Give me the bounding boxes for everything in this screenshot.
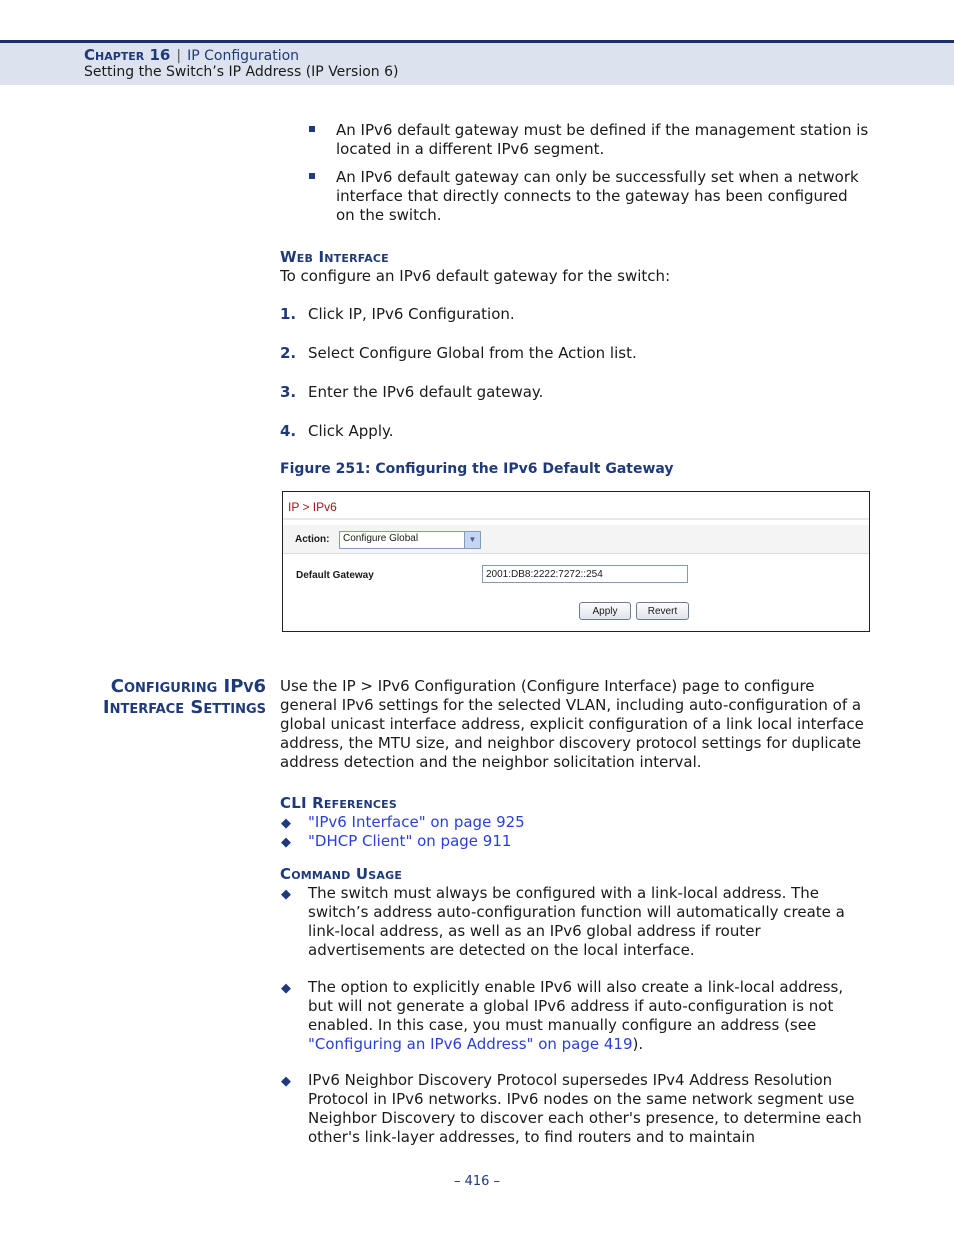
section-heading-line1: Configuring IPv6 bbox=[110, 676, 266, 697]
step-text: Enter the IPv6 default gateway. bbox=[308, 383, 544, 401]
page-number: – 416 – bbox=[453, 1174, 501, 1189]
chevron-down-icon[interactable]: ▼ bbox=[464, 532, 480, 548]
usage-item bbox=[308, 978, 872, 1054]
step-text: Click IP, IPv6 Configuration. bbox=[308, 305, 515, 323]
cli-references-heading: CLI References bbox=[280, 794, 397, 812]
cli-reference-link[interactable]: "DHCP Client" on page 911 bbox=[308, 832, 512, 850]
step-text: Click Apply. bbox=[308, 422, 394, 440]
default-gateway-input[interactable]: 2001:DB8:2222:7272::254 bbox=[482, 565, 688, 583]
action-select-value: Configure Global bbox=[343, 533, 419, 544]
diamond-bullet-icon: ◆ bbox=[281, 816, 291, 831]
header-chapter-line bbox=[84, 46, 299, 64]
figure-page-title: IP > IPv6 bbox=[288, 500, 337, 514]
header-section-title: Setting the Switch’s IP Address (IP Version 6) bbox=[84, 64, 399, 80]
usage-item: The switch must always be configured with a link-local address. The switch’s address auto-configuration function will automatically create a link-local address, as well as an IPv6 global address if router advertisements are detected on the local interface. bbox=[308, 884, 845, 959]
configuring-ipv6-address-link[interactable]: "Configuring an IPv6 Address" on page 419 bbox=[308, 1035, 633, 1053]
action-select[interactable] bbox=[339, 531, 481, 549]
chapter-label: Chapter 16 bbox=[84, 46, 171, 64]
figure-caption: Figure 251: Configuring the IPv6 Default Gateway bbox=[280, 461, 674, 477]
step-number: 2. bbox=[280, 344, 297, 362]
square-bullet-icon bbox=[309, 126, 315, 132]
step-number: 1. bbox=[280, 305, 297, 323]
command-usage-heading: Command Usage bbox=[280, 865, 403, 883]
apply-button[interactable]: Apply bbox=[579, 602, 631, 620]
diamond-bullet-icon: ◆ bbox=[281, 835, 291, 850]
bullet-item: An IPv6 default gateway can only be successfully set when a network interface that directly connects to the gateway has been configured on the switch. bbox=[336, 168, 859, 224]
usage-item-text-end: ). bbox=[632, 1035, 644, 1053]
figure-title-rule bbox=[283, 518, 869, 520]
square-bullet-icon bbox=[309, 173, 315, 179]
diamond-bullet-icon: ◆ bbox=[281, 1074, 291, 1089]
usage-item: IPv6 Neighbor Discovery Protocol supersedes IPv4 Address Resolution Protocol in IPv6 networks. IPv6 nodes on the same network segment use Neighbor Discovery to discover each other's presence, to determine each other's link-layer addresses, to find routers and to maintain bbox=[308, 1071, 862, 1146]
web-interface-heading: Web Interface bbox=[280, 248, 389, 266]
step-number: 3. bbox=[280, 383, 297, 401]
diamond-bullet-icon: ◆ bbox=[281, 981, 291, 996]
header-separator: | bbox=[176, 48, 182, 64]
bullet-item: An IPv6 default gateway must be defined if the management station is located in a different IPv6 segment. bbox=[336, 121, 869, 158]
default-gateway-label: Default Gateway bbox=[296, 570, 374, 581]
section-body: Use the IP > IPv6 Configuration (Configure Interface) page to configure general IPv6 settings for the selected VLAN, including auto-configuration of a global unicast interface address, explicit configuration of a link local interface address, the MTU size, and neighbor discovery protocol settings for duplicate address detection and the neighbor solicitation interval. bbox=[280, 677, 864, 771]
chapter-title: IP Configuration bbox=[187, 48, 300, 64]
usage-item-text: The option to explicitly enable IPv6 will also create a link-local address, but will not generate a global IPv6 address if auto-configuration is not enabled. In this case, you must manually configure an address (see bbox=[308, 978, 844, 1034]
cli-reference-link[interactable]: "IPv6 Interface" on page 925 bbox=[308, 813, 525, 831]
web-interface-intro: To configure an IPv6 default gateway for the switch: bbox=[280, 267, 671, 285]
step-text: Select Configure Global from the Action list. bbox=[308, 344, 637, 362]
step-number: 4. bbox=[280, 422, 297, 440]
figure-screenshot bbox=[282, 491, 870, 632]
revert-button[interactable]: Revert bbox=[636, 602, 689, 620]
action-label: Action: bbox=[295, 534, 330, 545]
section-heading-line2: Interface Settings bbox=[102, 697, 266, 718]
diamond-bullet-icon: ◆ bbox=[281, 887, 291, 902]
